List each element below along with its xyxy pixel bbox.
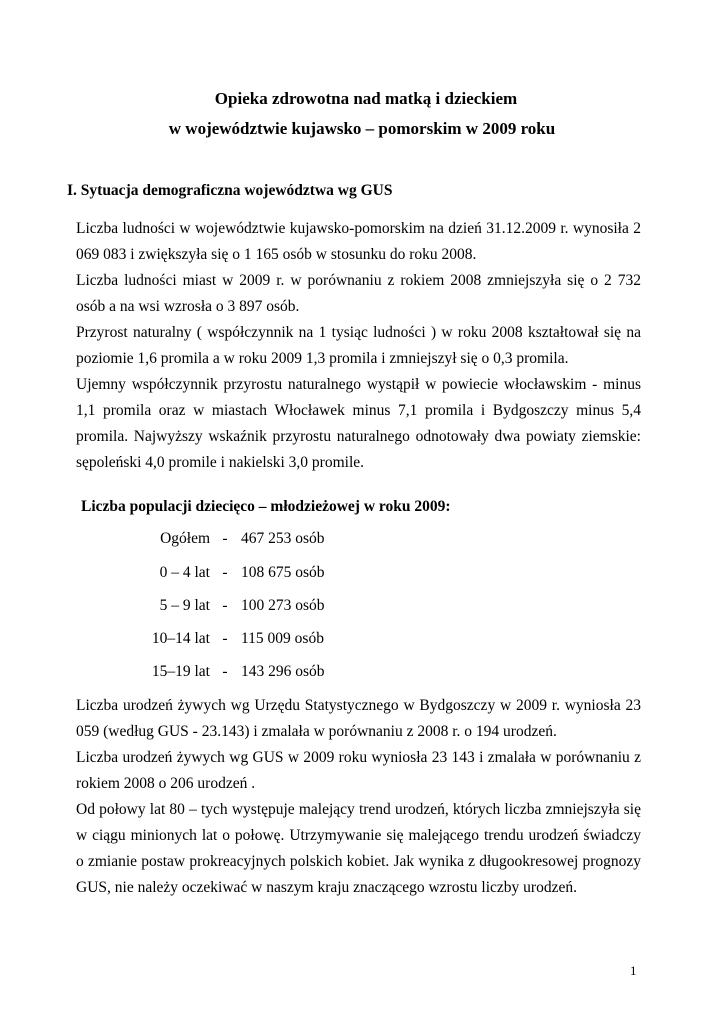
paragraph-population-total: Liczba ludności w województwie kujawsko-pomorskim na dzień 31.12.2009 r. wynosiła 2 069 083 i zwiększyła się o 1 165 osób w stosunku do roku 2008. xyxy=(76,220,641,263)
population-row-dash: - xyxy=(222,663,228,680)
population-row-value: 467 253 osób xyxy=(241,530,325,547)
population-row-label: 10–14 lat xyxy=(151,630,210,647)
population-row-label: Ogółem xyxy=(160,530,210,547)
population-row xyxy=(130,629,324,649)
population-row xyxy=(130,529,325,549)
document-title-line-1: Opieka zdrowotna nad matką i dzieckiem xyxy=(214,89,518,108)
page-number: 1 xyxy=(630,963,637,978)
document-title-line-2: w województwie kujawsko – pomorskim w 2009 roku xyxy=(168,119,556,138)
population-row xyxy=(130,563,325,583)
population-row-value: 100 273 osób xyxy=(241,597,325,614)
population-row-value: 115 009 osób xyxy=(241,630,324,647)
population-row-label: 5 – 9 lat xyxy=(159,597,210,614)
population-row xyxy=(130,596,325,616)
population-row-value: 143 296 osób xyxy=(241,663,325,680)
paragraph-births-statistical-office: Liczba urodzeń żywych wg Urzędu Statystycznego w Bydgoszczy w 2009 r. wyniosła 23 059 (według GUS - 23.143) i zmalała w porównaniu z 2008 r. o 194 urodzeń. xyxy=(76,697,641,740)
paragraph-births-gus: Liczba urodzeń żywych wg GUS w 2009 roku wyniosła 23 143 i zmalała w porównaniu z rokiem 2008 o 206 urodzeń . xyxy=(76,749,641,792)
population-row-dash: - xyxy=(222,530,228,547)
population-row-dash: - xyxy=(222,630,228,647)
population-row-label: 0 – 4 lat xyxy=(159,564,210,581)
population-heading: Liczba populacji dziecięco – młodzieżowej w roku 2009: xyxy=(81,498,451,515)
population-row-label: 15–19 lat xyxy=(151,663,210,680)
paragraph-negative-growth: Ujemny współczynnik przyrostu naturalnego wystąpił w powiecie włocławskim - minus 1,1 promila oraz w miastach Włocławek minus 7,1 promila i Bydgoszczy minus 5,4 promila. Najwyższy wskaźnik przyrostu naturalnego odnotowały dwa powiaty ziemskie: sępoleński 4,0 promile i nakielski 3,0 promile. xyxy=(76,376,641,471)
population-row-dash: - xyxy=(222,597,228,614)
population-row xyxy=(130,662,325,682)
paragraph-births-trend: Od połowy lat 80 – tych występuje malejący trend urodzeń, których liczba zmniejszyła się w ciągu minionych lat o połowę. Utrzymywanie się malejącego trendu urodzeń świadczy o zmianie postaw prokreacyjnych polskich kobiet. Jak wynika z długookresowej prognozy GUS, nie należy oczekiwać w naszym kraju znaczącego wzrostu liczby urodzeń. xyxy=(76,801,641,896)
paragraph-urban-rural: Liczba ludności miast w 2009 r. w porównaniu z rokiem 2008 zmniejszyła się o 2 732 osób a na wsi wzrosła o 3 897 osób. xyxy=(76,272,641,315)
section-heading: I. Sytuacja demograficzna województwa wg GUS xyxy=(67,182,393,199)
population-row-value: 108 675 osób xyxy=(241,564,325,581)
population-row-dash: - xyxy=(222,564,228,581)
paragraph-natural-growth: Przyrost naturalny ( współczynnik na 1 tysiąc ludności ) w roku 2008 kształtował się na poziomie 1,6 promila a w roku 2009 1,3 promila i zmniejszył się o 0,3 promila. xyxy=(76,324,641,367)
